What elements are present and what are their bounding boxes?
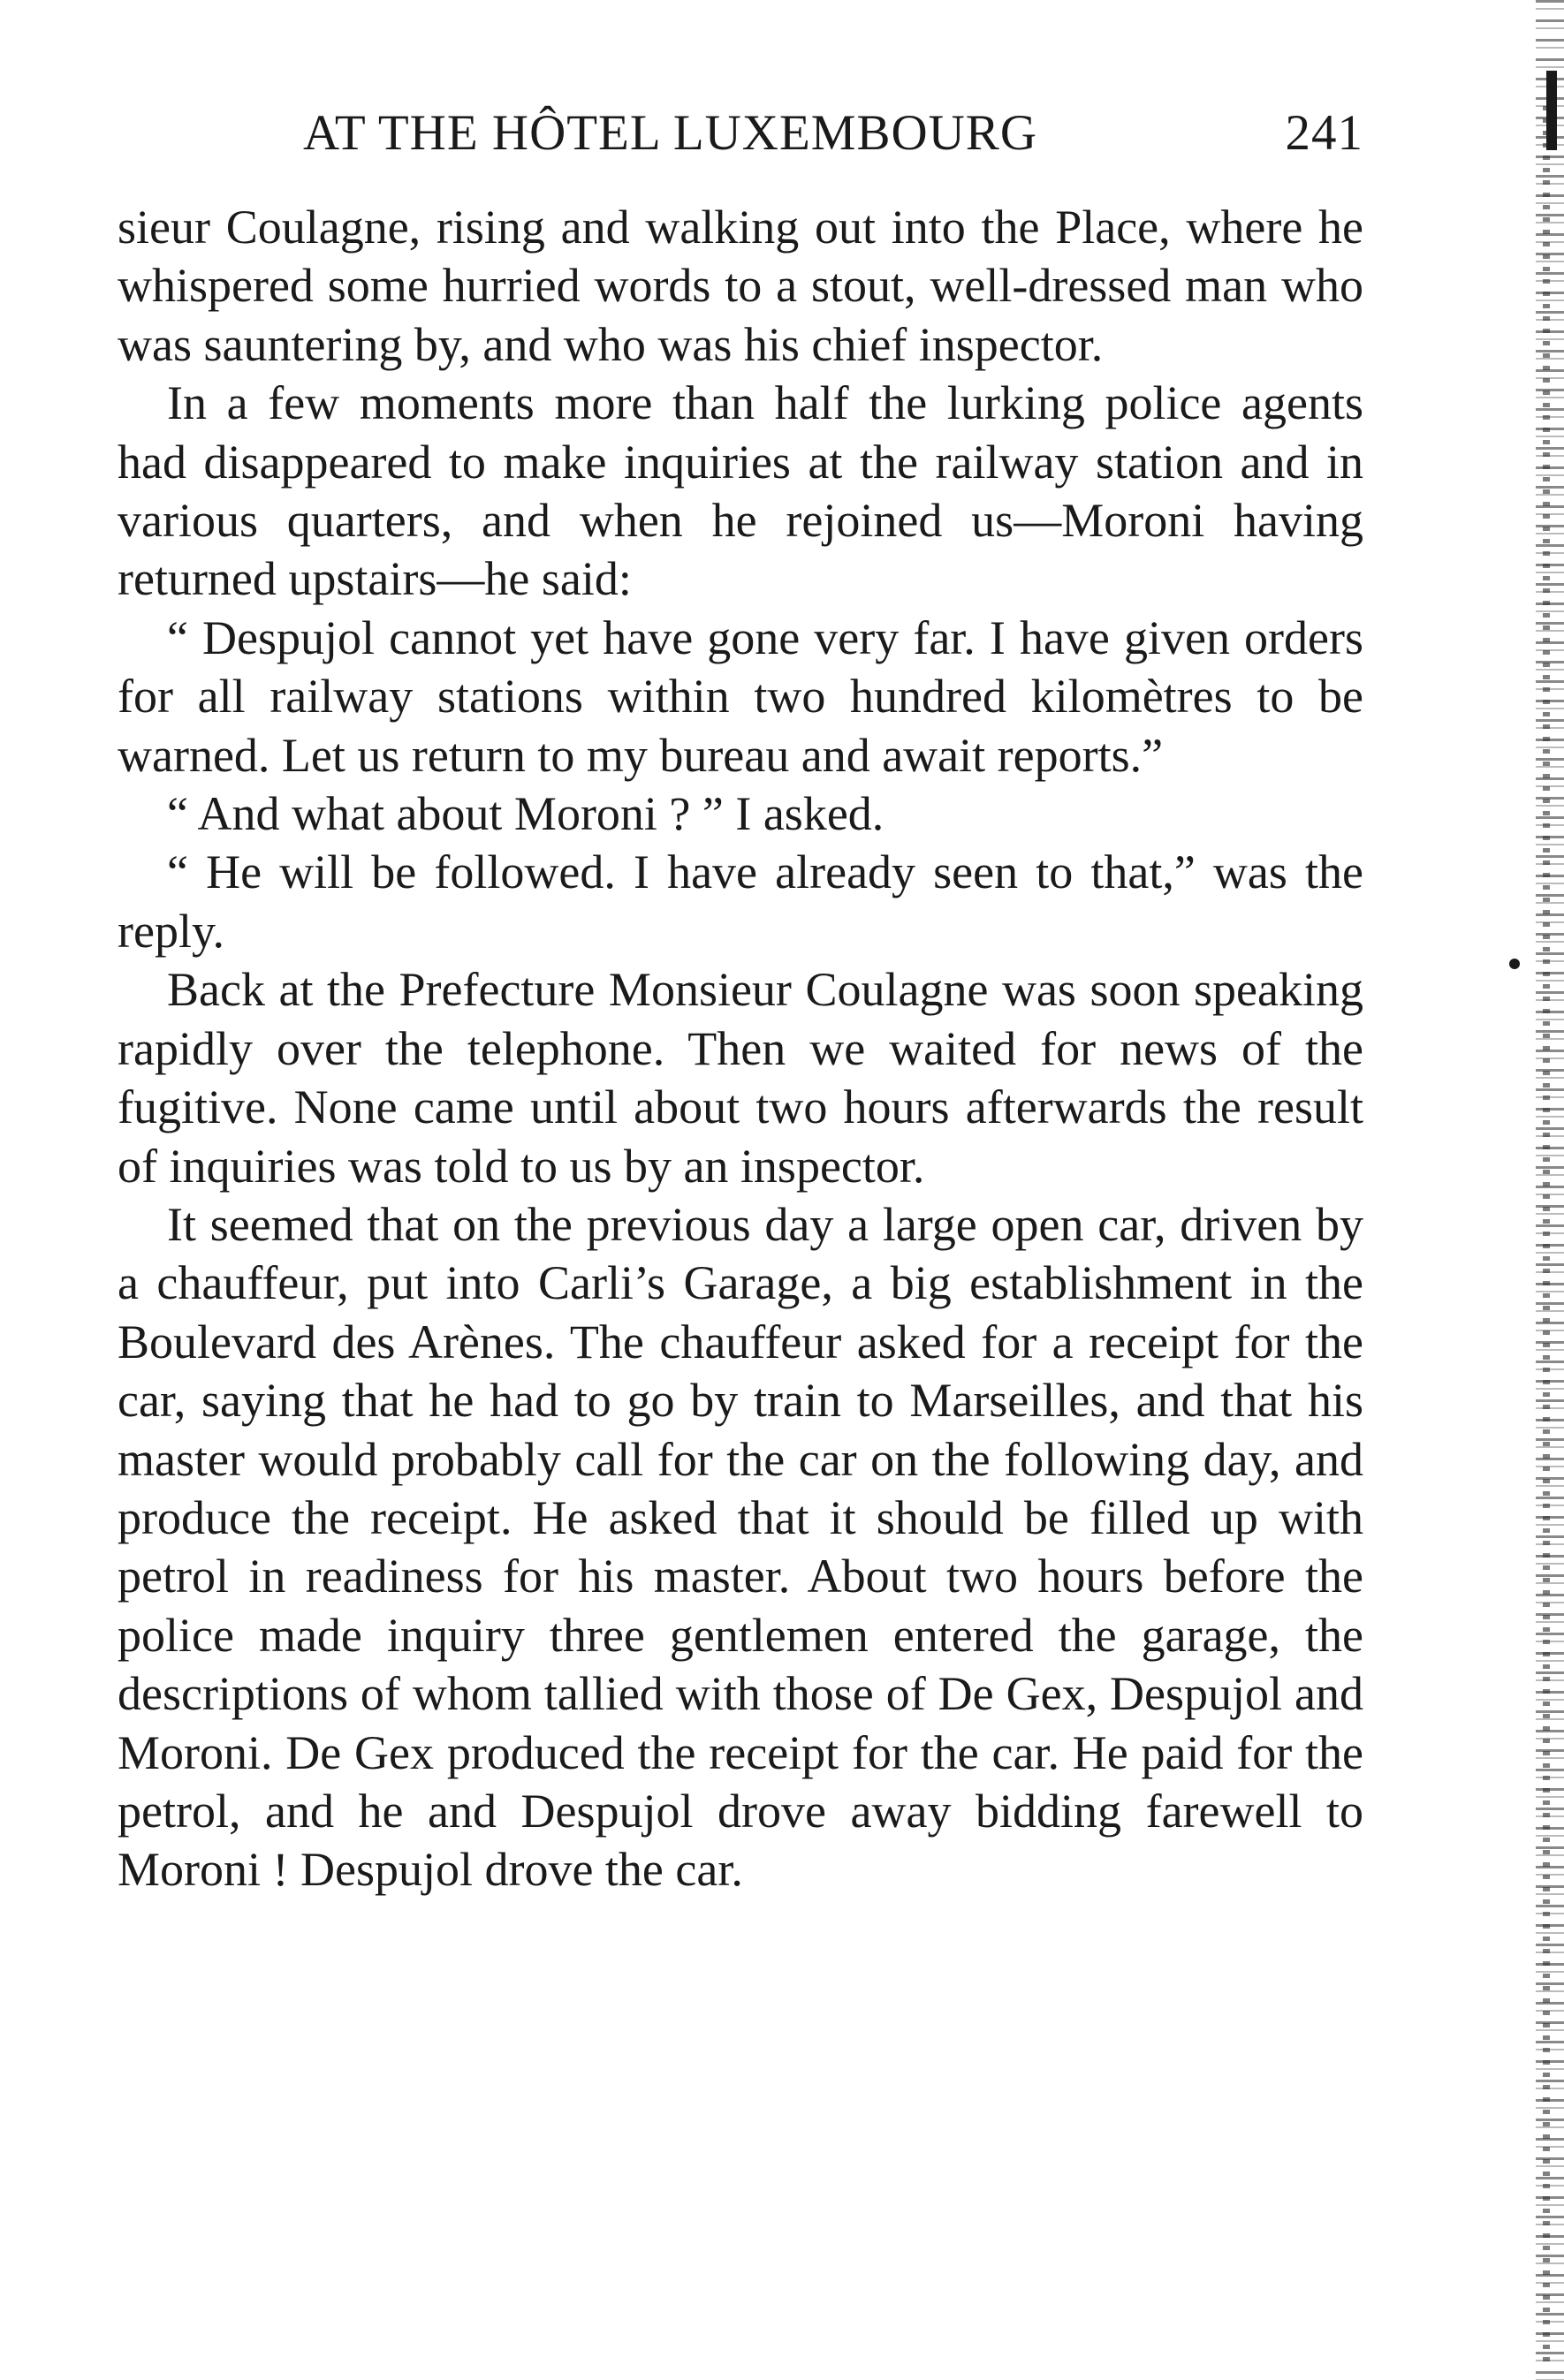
running-head	[118, 104, 1363, 175]
paragraph: It seemed that on the previous day a large open car, driven by a chauffeur, put into Carli’s Garage, a big establishment in the Boulevard des Arènes. The chauffeur asked for a receipt for the car, saying that he had to go by train to Marseilles, and that his master would probably call for the car on the following day, and produce the receipt. He asked that it should be filled up with petrol in readiness for his master. About two hours before the police made inquiry three gentlemen entered the garage, the descriptions of whom tallied with those of De Gex, Despujol and Moroni. De Gex produced the receipt for the car. He paid for the petrol, and he and Despujol drove away bidding farewell to Moroni ! Despujol drove the car.	[118, 1197, 1363, 1897]
running-title: AT THE HÔTEL LUXEMBOURG	[303, 105, 1037, 161]
scanned-page-edge	[1536, 0, 1564, 2380]
body-text	[118, 198, 1363, 1899]
paragraph-continuation: sieur Coulagne, rising and walking out into the Place, where he whispered some hurried words to a stout, well-dressed man who was sauntering by, and who was his chief inspector.	[118, 201, 1363, 371]
paragraph: “ And what about Moroni ? ” I asked.	[167, 787, 884, 841]
scan-speck	[1509, 959, 1520, 969]
paragraph: Back at the Prefecture Monsieur Coulagne was soon speaking rapidly over the telephone. Then we waited for news of the fugitive. None came until about two hours afterwards the result of inquiries was told to us by an inspector.	[118, 963, 1363, 1193]
paragraph: In a few moments more than half the lurking police agents had disappeared to make inquiries at the railway station and in various quarters, and when he rejoined us—Moroni having returned upstairs—he said:	[118, 376, 1363, 606]
page-number: 241	[1285, 105, 1363, 161]
paragraph: “ He will be followed. I have already seen to that,” was the reply.	[118, 845, 1363, 958]
paragraph: “ Despujol cannot yet have gone very far. I have given orders for all railway stations within two hundred kilomètres to be warned. Let us return to my bureau and await reports.”	[118, 610, 1363, 782]
